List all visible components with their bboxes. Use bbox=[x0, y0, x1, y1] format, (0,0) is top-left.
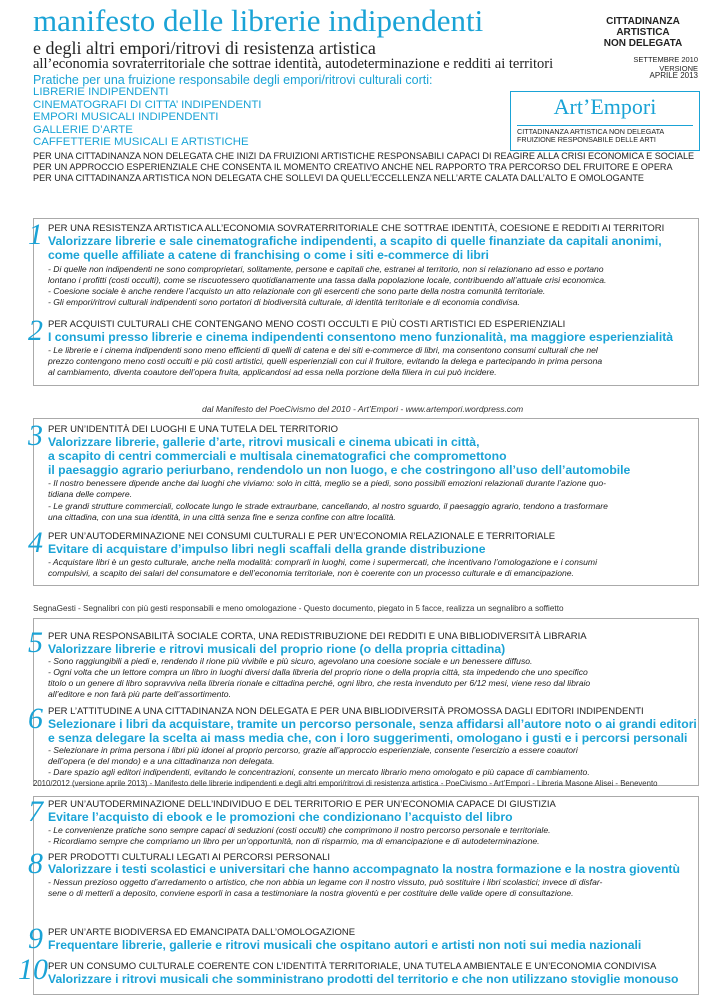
point-number: 3 bbox=[28, 419, 43, 452]
logo-tagline: FRUIZIONE RESPONSABILE DELLE ARTI bbox=[517, 135, 656, 144]
point-slogan: Selezionare i libri da acquistare, tramite un percorso personale, senza affidarsi all’autore noto o ai grandi editori bbox=[48, 717, 697, 731]
point-body: - Di quelle non indipendenti ne sono comproprietari, solitamente, persone e capitali che, estranei al territorio, non si relazionano ad esso e portano bbox=[48, 264, 604, 274]
date-line: VERSIONE bbox=[659, 64, 698, 73]
point-body: lontano i profitti (costi occulti), come se riscuotessero quotidianamente una tassa dalla popolazione locale, contribuendo all’attuale crisi economica. bbox=[48, 275, 607, 285]
point-slogan: Frequentare librerie, gallerie e ritrovi musicali che ospitano autori e artisti non noti sui media nazionali bbox=[48, 938, 642, 952]
date-line: APRILE 2013 bbox=[649, 71, 698, 80]
point-body: - Nessun prezioso oggetto d’arredamento o artistico, che non abbia un legame con il nostro vissuto, può sostituire i libri scolastici; invece di disfar- bbox=[48, 877, 603, 887]
point-body: una cittadina, con una sua identità, in una città senza fine e senza confine con altre località. bbox=[48, 512, 396, 522]
point-heading: PER UN’IDENTITÀ DEI LUOGHI E UNA TUTELA DEL TERRITORIO bbox=[48, 424, 338, 435]
point-body: compulsivi, a scapito dei salari del consumatore e dell’economia territoriale, non è coerente con un processo culturale e di emancipazione. bbox=[48, 568, 574, 578]
point-slogan: I consumi presso librerie e cinema indipendenti consentono meno funzionalità, ma maggiore esperienzialità bbox=[48, 330, 674, 344]
point-number: 7 bbox=[28, 795, 43, 828]
category-item: CINEMATOGRAFI DI CITTA’ INDIPENDENTI bbox=[33, 98, 262, 111]
date-line: SETTEMBRE 2010 bbox=[633, 55, 698, 64]
point-slogan: Valorizzare i ritrovi musicali che somministrano prodotti del territorio e che non utilizzano stoviglie monouso bbox=[48, 972, 679, 986]
point-number: 5 bbox=[28, 626, 43, 659]
point-body: all’editore e non farà più parte dell’assortimento. bbox=[48, 689, 231, 699]
point-body: - Le convenienze pratiche sono sempre capaci di seduzioni (costi occulti) che comprimono il nostro percorso personale e territoriale. bbox=[48, 825, 551, 835]
point-slogan: Valorizzare librerie e ritrovi musicali del proprio rione (o della propria cittadina) bbox=[48, 642, 506, 656]
intro-line: PER UNA CITTADINANZA ARTISTICA NON DELEGATA CHE SOLLEVI DA QUELL’ECCELLENZA NELL’ARTE CALATA DALL’ALTO E OMOLOGANTE bbox=[33, 173, 644, 183]
point-slogan: Evitare di acquistare d’impulso libri negli scaffali della grande distribuzione bbox=[48, 542, 486, 556]
intro-line: PER UNA CITTADINANZA NON DELEGATA CHE INIZI DA FRUIZIONI ARTISTICHE RESPONSABILI CAPACI DI REAGIRE ALLA CRISI ECONOMICA E SOCIALE bbox=[33, 151, 695, 161]
point-body: - Acquistare libri è un gesto culturale, anche nella modalità: comprarli in luoghi, come i supermercati, che incentivano l’omologazione e i consumi bbox=[48, 557, 598, 567]
point-body: dell’opera (e del mondo) e a una cittadinanza non delegata. bbox=[48, 756, 275, 766]
point-body: - Ricordiamo sempre che compriamo un libro per un’opportunità, non di risparmio, ma di emancipazione e di autodeterminazione. bbox=[48, 836, 540, 846]
point-slogan: il paesaggio agrario periurbano, rendendolo un non luogo, e che costringono all’uso dell’automobile bbox=[48, 463, 631, 477]
point-heading: PER L’ATTITUDINE A UNA CITTADINANZA NON DELEGATA E PER UNA BIBLIODIVERSITÀ PROMOSSA DAGLI EDITORI INDIPENDENTI bbox=[48, 706, 644, 717]
point-slogan: Evitare l’acquisto di ebook e le promozioni che condizionano l’acquisto del libro bbox=[48, 810, 513, 824]
point-number: 4 bbox=[28, 526, 43, 559]
point-slogan: e senza delegare la scelta ai mass media che, con i loro suggerimenti, omologano i gusti e i percorsi personali bbox=[48, 731, 688, 745]
right-header-line: CITTADINANZA bbox=[606, 16, 680, 27]
logo-name: Art’Empori bbox=[553, 94, 657, 119]
point-number: 9 bbox=[28, 922, 43, 955]
point-body: tidiana delle compere. bbox=[48, 489, 133, 499]
point-heading: PER UN CONSUMO CULTURALE COERENTE CON L’IDENTITÀ TERRITORIALE, UNA TUTELA AMBIENTALE E UN’ECONOMIA CONDIVISA bbox=[48, 961, 657, 972]
point-number: 8 bbox=[28, 847, 43, 880]
point-number: 2 bbox=[28, 314, 43, 347]
point-body: - Dare spazio agli editori indipendenti, evitando le concentrazioni, consente un mercato librario meno omologato e più capace di cambiamento. bbox=[48, 767, 590, 777]
point-body: - Coesione sociale è anche rendere l’acquisto un atto relazionale con gli esercenti che sono parte della nostra comunità territoriale. bbox=[48, 286, 546, 296]
point-body: sene o di metterli a deposito, conviene esporli in casa a testimoniare la nostra gioventù e per costituire delle valide opere di consultazione. bbox=[48, 888, 574, 898]
point-slogan: Valorizzare librerie e sale cinematografiche indipendenti, a scapito di quelle finanziate da capitali anonimi, bbox=[48, 234, 662, 248]
point-slogan: Valorizzare librerie, gallerie d’arte, ritrovi musicali e cinema ubicati in città, bbox=[48, 435, 480, 449]
document-subtitle-2: all’economia sovraterritoriale che sottrae identità, autodeterminazione e redditi ai territori bbox=[33, 56, 554, 72]
point-number: 6 bbox=[28, 702, 43, 735]
point-heading: PER UN’AUTODERMINAZIONE DELL’INDIVIDUO E DEL TERRITORIO E PER UN’ECONOMIA CAPACE DI GIUSTIZIA bbox=[48, 799, 556, 810]
footnote: SegnaGesti - Segnalibri con più gesti responsabili e meno omologazione - Questo documento, piegato in 5 facce, realizza un segnalibro a soffietto bbox=[33, 604, 564, 613]
footnote: 2010/2012 (versione aprile 2013) - Manifesto delle librerie indipendenti e degli altri empori/ritrovi di resistenza artistica - PoeCivismo - Art’Empori - Libreria Masone Alisei - Benevento bbox=[33, 779, 658, 788]
right-header bbox=[588, 16, 698, 49]
point-body: - Le grandi strutture commerciali, collocate lungo le strade extraurbane, cancellando, al nostro sguardo, il paesaggio agrario, tendono a trasformare bbox=[48, 501, 608, 511]
logo-divider bbox=[517, 125, 693, 126]
category-item: CAFFETTERIE MUSICALI E ARTISTICHE bbox=[33, 136, 249, 148]
point-body: - Gli empori/ritrovi culturali indipendenti sono portatori di biodiversità culturale, di identità territoriale e di economia condivisa. bbox=[48, 297, 520, 307]
point-slogan: a scapito di centri commerciali e multisala cinematografici che compromettono bbox=[48, 449, 507, 463]
point-number: 10 bbox=[18, 953, 48, 986]
point-body: - Ogni volta che un lettore compra un libro in luoghi diversi dalla libreria del proprio rione o della propria città, sta impedendo che uno specifico bbox=[48, 667, 588, 677]
point-body: - Selezionare in prima persona i libri più idonei al proprio percorso, grazie all’approccio esperienziale, consente l’esercizio a essere coautori bbox=[48, 745, 578, 755]
point-heading: PER UN’AUTODERMINAZIONE NEI CONSUMI CULTURALI E PER UN’ECONOMIA RELAZIONALE E TERRITORIALE bbox=[48, 531, 556, 542]
point-body: titolo o un genere di libro sopravviva nella libreria rionale e cittadina perché, ogni libro, che resta invenduto per 6/12 mesi, viene reso dal libraio bbox=[48, 678, 591, 688]
point-body: - Il nostro benessere dipende anche dai luoghi che viviamo: solo in città, meglio se a piedi, sono possibili emozioni relazionali durante l’azione quo- bbox=[48, 478, 606, 488]
logo-tagline: CITTADINANZA ARTISTICA NON DELEGATA bbox=[517, 127, 665, 136]
document-title: manifesto delle librerie indipendenti bbox=[33, 3, 484, 38]
point-body: prezzo contengono meno costi occulti e più costi artistici, quelli esperienziali con cui il fruitore, evitando la delega e partecipando in prima persona bbox=[48, 356, 603, 366]
point-number: 1 bbox=[28, 218, 43, 251]
artempori-logo bbox=[510, 91, 700, 151]
point-heading: PER UN’ARTE BIODIVERSA ED EMANCIPATA DALL’OMOLOGAZIONE bbox=[48, 927, 356, 938]
point-heading: PER PRODOTTI CULTURALI LEGATI AI PERCORSI PERSONALI bbox=[48, 852, 331, 863]
point-body: al cambiamento, diventa coautore dell’opera fruita, applicandosi ad essa nella porzione della filiera in cui può incidere. bbox=[48, 367, 497, 377]
point-heading: PER UNA RESISTENZA ARTISTICA ALL’ECONOMIA SOVRATERRITORIALE CHE SOTTRAE IDENTITÀ, COESIONE E REDDITI AI TERRITORI bbox=[48, 223, 665, 234]
category-item: LIBRERIE INDIPENDENTI bbox=[33, 86, 169, 98]
right-header-line: NON DELEGATA bbox=[603, 38, 683, 49]
intro-line: PER UN APPROCCIO ESPERIENZIALE CHE CONSENTA IL MOMENTO CREATIVO ANCHE NEL RAPPORTO TRA PERCORSO DEL FRUITORE E OPERA bbox=[33, 162, 673, 172]
pratiche-heading: Pratiche per una fruizione responsabile degli empori/ritrovi culturali corti: bbox=[33, 73, 433, 87]
point-body: - Sono raggiungibili a piedi e, rendendo il rione più vivibile e più sicuro, agevolano una coesione sociale e un benessere diffuso. bbox=[48, 656, 533, 666]
point-heading: PER UNA RESPONSABILITÀ SOCIALE CORTA, UNA REDISTRIBUZIONE DEI REDDITI E UNA BIBLIODIVERSITÀ LIBRARIA bbox=[48, 631, 587, 642]
point-slogan: come quelle affiliate a catene di franchising o come i siti e-commerce di libri bbox=[48, 248, 489, 262]
category-item: GALLERIE D’ARTE bbox=[33, 123, 133, 136]
category-item: EMPORI MUSICALI INDIPENDENTI bbox=[33, 111, 219, 123]
point-slogan: Valorizzare i testi scolastici e universitari che hanno accompagnato la nostra formazione e la nostra gioventù bbox=[48, 862, 680, 876]
document-subtitle: e degli altri empori/ritrovi di resistenza artistica bbox=[33, 38, 376, 58]
point-body: - Le librerie e i cinema indipendenti sono meno efficienti di quelli di catena e dei siti e-commerce di libri, ma consentono consumi culturali che nel bbox=[48, 345, 598, 355]
point-heading: PER ACQUISTI CULTURALI CHE CONTENGANO MENO COSTI OCCULTI E PIÙ COSTI ARTISTICI ED ESPERIENZIALI bbox=[48, 319, 566, 330]
right-header-line: ARTISTICA bbox=[616, 27, 670, 38]
footnote: dal Manifesto del PoeCivismo del 2010 - Art’Empori - www.artempori.wordpress.com bbox=[202, 404, 524, 414]
